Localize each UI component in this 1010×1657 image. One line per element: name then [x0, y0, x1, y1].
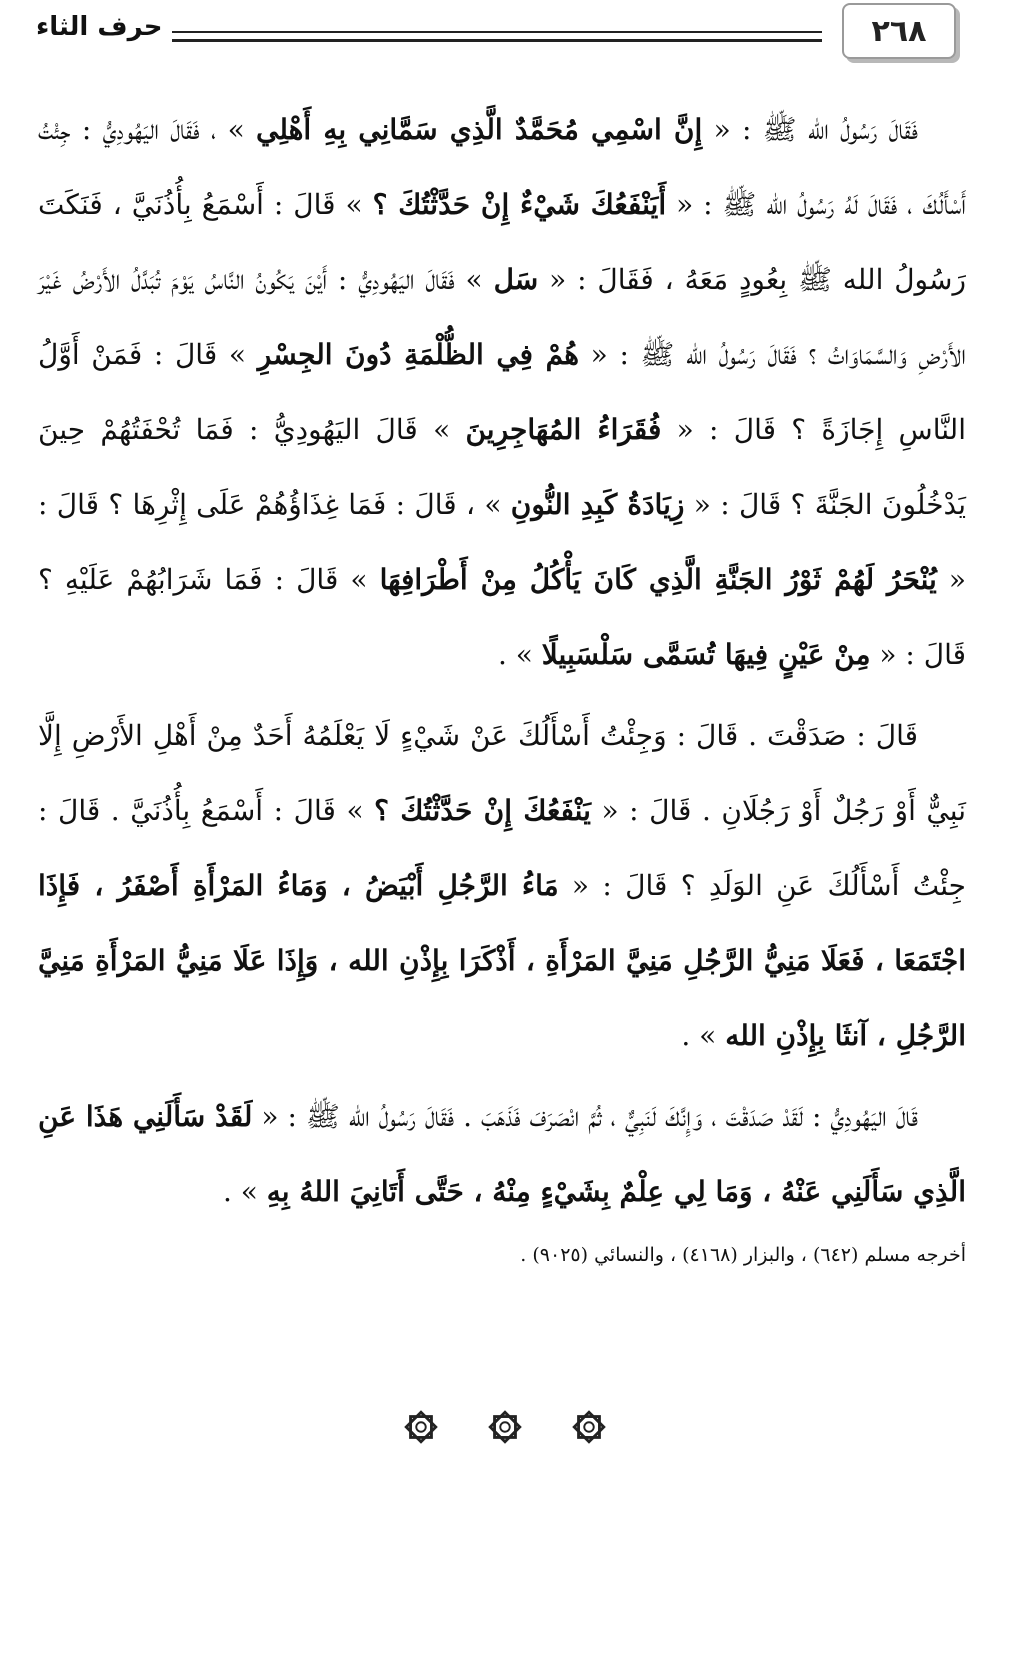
narration-text: » قَالَ : فَمَا شَرَابُهُمْ عَلَيْهِ ؟ قَالَ : « [38, 563, 966, 671]
paragraph [38, 698, 966, 1073]
header-rule-thick [172, 39, 822, 42]
narration-text: قَالَ اليَهُودِيُّ : لَقَدْ صَدَقْتَ ، وَإِنَّكَ لَنَبِيٌّ ، ثُمَّ انْصَرَفَ فَذَهَبَ . فَقَالَ رَسُولُ الله ﷺ : « [252, 1100, 918, 1133]
page-body [38, 92, 966, 1273]
header-rule [172, 31, 822, 33]
narration-text: » قَالَ : أَسْمَعُ بِأُذُنَيَّ . قَالَ : جِئْتُ أَسْأَلُكَ عَنِ الوَلَدِ ؟ قَالَ : « [38, 794, 966, 902]
hadith-quote: يُنْحَرُ لَهُمْ ثَوْرُ الجَنَّةِ الَّذِي كَانَ يَأْكُلُ مِنْ أَطْرَافِهَا [379, 563, 937, 596]
narration-text: » ، فَقَالَ اليَهُودِيُّ : جِئْتُ أَسْأَلُكَ ، فَقَالَ لَهُ رَسُولُ الله ﷺ : « [38, 113, 967, 221]
paragraph [38, 1079, 966, 1229]
narration-text: » . [681, 1019, 726, 1052]
narration-text: » قَالَ : أَسْمَعُ بِأُذُنَيَّ ، فَنَكَتَ رَسُولُ الله ﷺ بِعُودٍ مَعَهُ ، فَقَالَ : « [38, 188, 966, 296]
eight-point-star-ornament [570, 1408, 608, 1446]
narration-text: » قَالَ اليَهُودِيُّ : فَمَا تُحْفَتُهُمْ حِينَ يَدْخُلُونَ الجَنَّةَ ؟ قَالَ : « [38, 413, 966, 521]
narration-text: » . [497, 638, 542, 671]
eight-point-star-ornament [486, 1408, 524, 1446]
hadith-quote: مِنْ عَيْنٍ فِيهَا تُسَمَّى سَلْسَبِيلًا [541, 638, 871, 671]
hadith-quote: أَيَنْفَعُكَ شَيْءٌ إِنْ حَدَّثْتُكَ ؟ [372, 188, 667, 221]
narration-text: » قَالَ : فَمَنْ أَوَّلُ النَّاسِ إِجَازَةً ؟ قَالَ : « [38, 338, 966, 446]
narration-text: فَقَالَ رَسُولُ الله ﷺ : « [702, 113, 918, 146]
narration-text: » . [222, 1175, 267, 1208]
eight-point-star-ornament [402, 1408, 440, 1446]
hadith-quote: زِيَادَةُ كَبِدِ النُّونِ [510, 488, 685, 521]
page-header [0, 0, 1010, 75]
hadith-quote: فُقَرَاءُ المُهَاجِرِينَ [465, 413, 662, 446]
hadith-quote: مَاءُ الرَّجُلِ أَبْيَضُ ، وَمَاءُ المَرْأَةِ أَصْفَرُ ، فَإِذَا اجْتَمَعَا ، فَعَلَا مَنِيُّ الرَّجُلِ مَنِيَّ المَرْأَةِ ، أَذْكَرَا بِإِذْنِ الله ، وَإِذَا عَلَا مَنِيُّ المَرْأَةِ مَنِيَّ الرَّجُلِ ، آنثَا بِإِذْنِ الله [38, 869, 966, 1052]
narration-text: » فَقَالَ اليَهُودِيُّ : أَيْنَ يَكُونُ النَّاسُ يَوْمَ تُبَدَّلُ الأَرْضُ غَيْرَ الأَرْضِ وَالسَّمَاوَاتُ ؟ فَقَالَ رَسُولُ الله ﷺ : « [38, 263, 966, 371]
chapter-title: حرف الثاء [36, 12, 163, 42]
hadith-quote: إِنَّ اسْمِي مُحَمَّدٌ الَّذِي سَمَّانِي بِهِ أَهْلِي [256, 113, 703, 146]
hadith-quote: يَنْفَعُكَ إِنْ حَدَّثْتُكَ ؟ [374, 794, 591, 827]
paragraph [38, 92, 966, 692]
narration-text: قَالَ : صَدَقْتَ . قَالَ : وَجِئْتُ أَسْأَلُكَ عَنْ شَيْءٍ لَا يَعْلَمُهُ أَحَدٌ مِنْ أَهْلِ الأَرْضِ إِلَّا نَبِيٌّ أَوْ رَجُلٌ أَوْ رَجُلَانِ . قَالَ : « [38, 719, 966, 827]
hadith-quote: سَل [493, 263, 539, 296]
footnote: أخرجه مسلم (٦٤٢) ، والبزار (٤١٦٨) ، والنسائي (٩٠٢٥) . [520, 1244, 966, 1266]
page-number: ٢٦٨ [842, 3, 956, 59]
narration-text: » ، قَالَ : فَمَا غِذَاؤُهُمْ عَلَى إِثْرِهَا ؟ قَالَ : « [38, 488, 967, 596]
ornament-row [0, 1408, 1010, 1446]
hadith-quote: لَقَدْ سَأَلَنِي هَذَا عَنِ الَّذِي سَأَلَنِي عَنْهُ ، وَمَا لِي عِلْمٌ بِشَيْءٍ مِنْهُ ، حَتَّى أَتَانِيَ اللهُ بِهِ [38, 1100, 966, 1208]
hadith-quote: هُمْ فِي الظُّلْمَةِ دُونَ الجِسْرِ [257, 338, 579, 371]
